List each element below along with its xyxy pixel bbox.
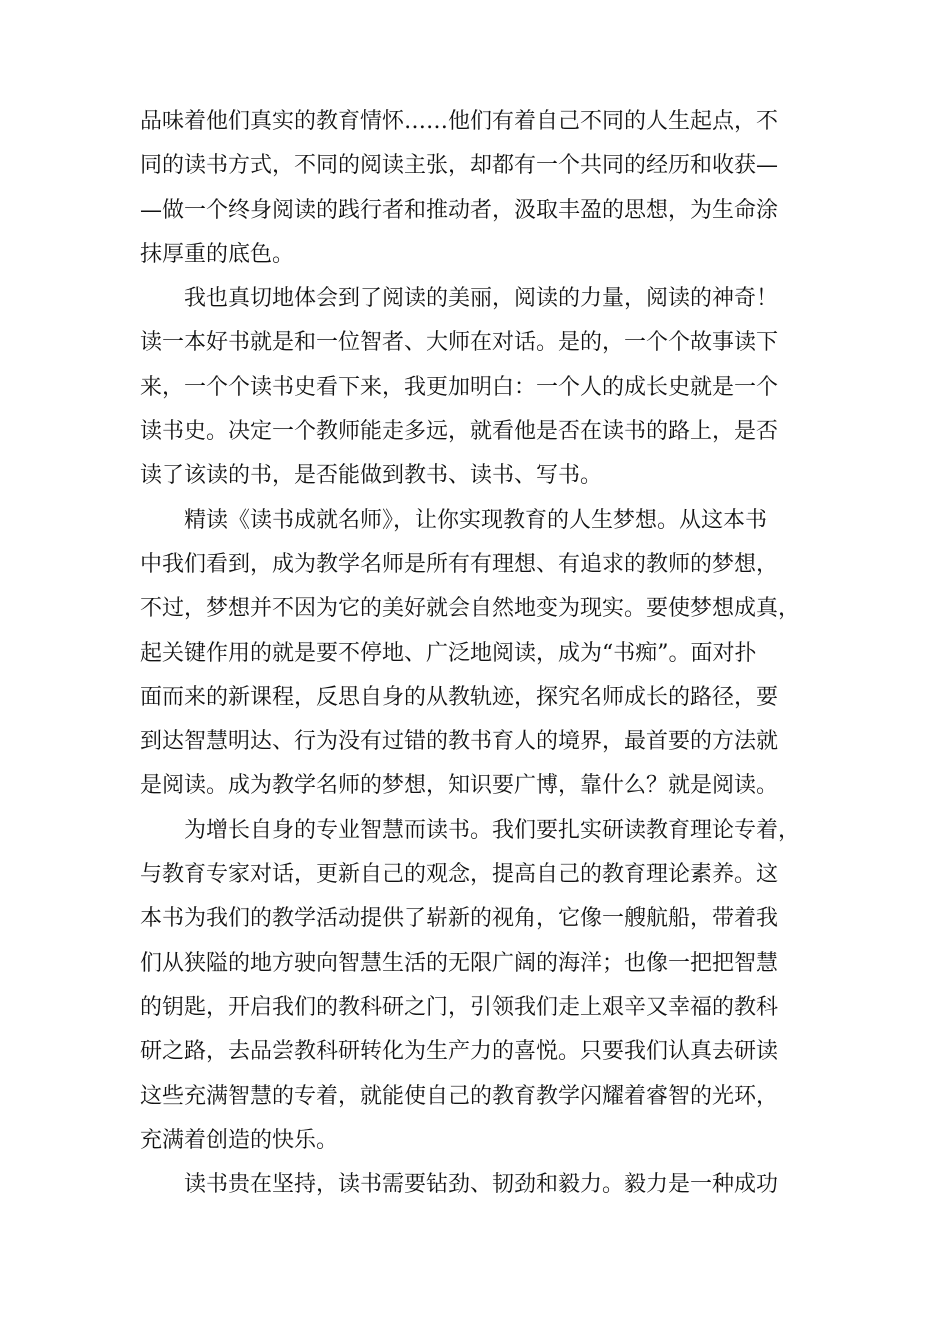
text-line: 们从狭隘的地方驶向智慧生活的无限广阔的海洋；也像一把把智慧 <box>140 950 779 976</box>
text-line: 充满着创造的快乐。 <box>140 1127 339 1153</box>
text-line: 我也真切地体会到了阅读的美丽，阅读的力量，阅读的神奇！ <box>184 286 779 312</box>
text-line: 是阅读。成为教学名师的梦想，知识要广博，靠什么？就是阅读。 <box>140 773 779 799</box>
text-line: 同的读书方式，不同的阅读主张，却都有一个共同的经历和收获— <box>140 153 779 179</box>
text-line: 来，一个个读书史看下来，我更加明白：一个人的成长史就是一个 <box>140 374 779 400</box>
text-line: 读书贵在坚持，读书需要钻劲、韧劲和毅力。毅力是一种成功 <box>184 1172 779 1198</box>
text-line: 不过，梦想并不因为它的美好就会自然地变为现实。要使梦想成真， <box>140 596 801 622</box>
paragraph-2 <box>140 277 820 498</box>
paragraph-3 <box>140 499 820 809</box>
text-line: 这些充满智慧的专着，就能使自己的教育教学闪耀着睿智的光环， <box>140 1083 779 1109</box>
text-line: 本书为我们的教学活动提供了崭新的视角，它像一艘航船，带着我 <box>140 906 779 932</box>
text-line: 为增长自身的专业智慧而读书。我们要扎实研读教育理论专着， <box>184 817 801 843</box>
text-line: —做一个终身阅读的践行者和推动者，汲取丰盈的思想，为生命涂 <box>140 197 779 223</box>
document-body <box>140 100 820 1207</box>
paragraph-4 <box>140 809 820 1163</box>
text-line: 起关键作用的就是要不停地、广泛地阅读，成为“书痴”。面对扑 <box>140 640 757 666</box>
text-line: 品味着他们真实的教育情怀……他们有着自己不同的人生起点，不 <box>140 109 779 134</box>
text-line: 读了该读的书，是否能做到教书、读书、写书。 <box>140 463 603 489</box>
text-line: 面而来的新课程，反思自身的从教轨迹，探究名师成长的路径，要 <box>140 684 779 710</box>
text-line: 中我们看到，成为教学名师是所有有理想、有追求的教师的梦想， <box>140 551 779 577</box>
text-line: 抹厚重的底色。 <box>140 241 295 267</box>
text-line: 研之路，去品尝教科研转化为生产力的喜悦。只要我们认真去研读 <box>140 1039 779 1065</box>
text-line: 到达智慧明达、行为没有过错的教书育人的境界，最首要的方法就 <box>140 729 779 755</box>
paragraph-1 <box>140 100 820 277</box>
text-line: 的钥匙，开启我们的教科研之门，引领我们走上艰辛又幸福的教科 <box>140 994 779 1020</box>
text-line: 与教育专家对话，更新自己的观念，提高自己的教育理论素养。这 <box>140 862 779 888</box>
paragraph-5 <box>140 1163 820 1207</box>
text-line: 读一本好书就是和一位智者、大师在对话。是的，一个个故事读下 <box>140 330 779 356</box>
text-line: 读书史。决定一个教师能走多远，就看他是否在读书的路上，是否 <box>140 419 779 445</box>
text-line: 精读《读书成就名师》，让你实现教育的人生梦想。从这本书 <box>184 507 768 533</box>
